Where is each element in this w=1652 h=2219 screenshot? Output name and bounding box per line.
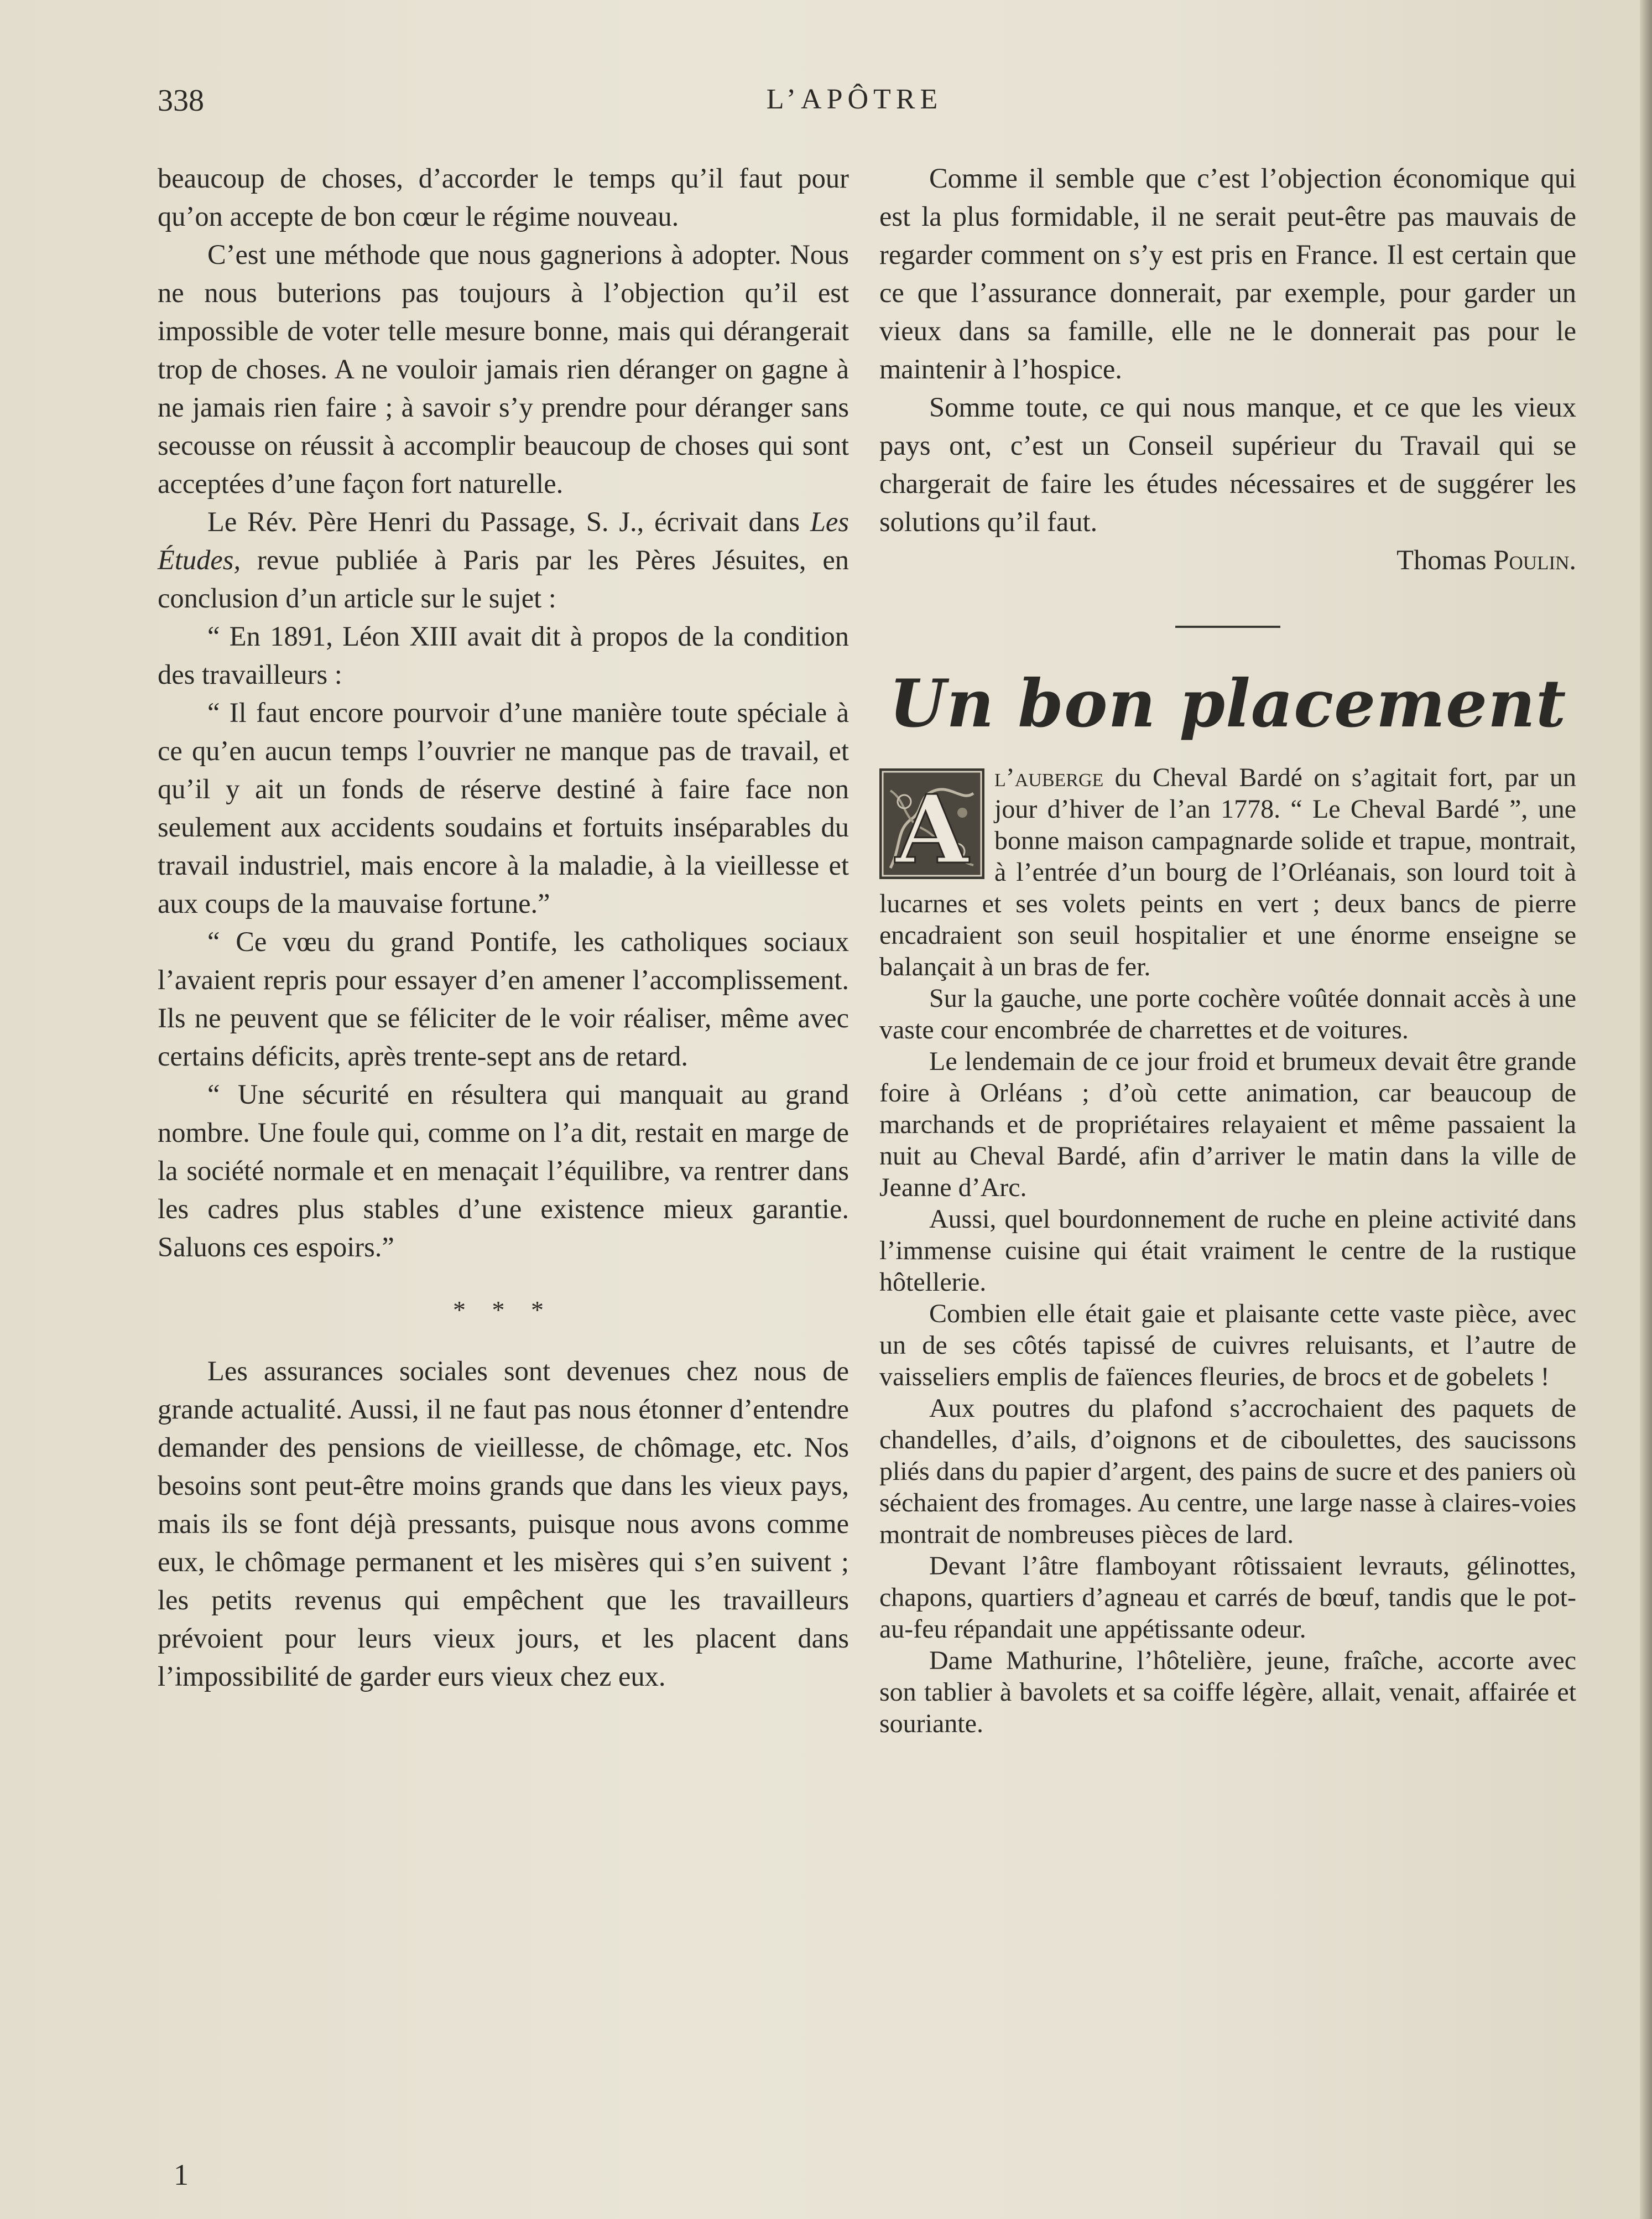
paragraph: beaucoup de choses, d’accorder le temps qu’il faut pour qu’on accepte de bon cœur le régime nouveau. [158, 163, 849, 232]
journal-title: Les Études, [158, 506, 849, 575]
story-paragraph: Sur la gauche, une porte cochère voûtée donnait accès à une vaste cour encombrée de charrettes et de voitures. [879, 984, 1576, 1044]
signature-mark: 1 [174, 2158, 189, 2191]
story-title: Un bon placement [889, 665, 1567, 742]
paragraph: C’est une méthode que nous gagnerions à adopter. Nous ne nous buterions pas toujours à l’objection qu’il est impossible de voter telle mesure bonne, mais qui dérangerait trop de choses. A ne vouloir jamais rien déranger on gagne à ne jamais rien faire ; à savoir s’y prendre pour déranger sans secousse on réussit à accomplir beaucoup de choses qui sont acceptées d’une façon fort naturelle. [158, 239, 849, 499]
page-header [158, 83, 1551, 127]
quote-paragraph: “ En 1891, Léon XIII avait dit à propos de la condition des travailleurs : [158, 621, 849, 690]
text-run: revue publiée à Paris par les Pères Jésuites, en conclusion d’un article sur le sujet : [158, 544, 849, 614]
paragraph: Comme il semble que c’est l’objection économique qui est la plus formidable, il ne serait peut-être pas mauvais de regarder comment on s’y est pris en France. Il est certain que ce que l’assurance donnerait, par exemple, pour garder un vieux dans sa famille, elle ne le donnerait pas pour le maintenir à l’hospice. [879, 163, 1576, 384]
running-head: L’APÔTRE [766, 84, 943, 115]
section-break-stars: * * * [453, 1296, 554, 1324]
svg-text:A: A [895, 775, 968, 879]
story-paragraph: Dame Mathurine, l’hôtelière, jeune, fraîche, accorte avec son tablier à bavolets et sa coiffe légère, allait, venait, affairée et souriante. [879, 1646, 1576, 1738]
story-body [879, 762, 1576, 1739]
story-paragraph: Aussi, quel bourdonnement de ruche en pleine activité dans l’immense cuisine qui était vraiment le centre de la rustique hôtellerie. [879, 1204, 1576, 1297]
text-run: Le Rév. Père Henri du Passage, S. J., écrivait dans [207, 506, 810, 537]
drop-cap-illustration [879, 768, 984, 879]
page-edge-shadow [1640, 0, 1652, 2219]
story-paragraph: Le lendemain de ce jour froid et brumeux devait être grande foire à Orléans ; d’où cette animation, car beaucoup de marchands et de propriétaires relayaient et même passaient la nuit au Cheval Bardé, afin d’arriver le matin dans la ville de Jeanne d’Arc. [879, 1047, 1576, 1202]
quote-paragraph: “ Une sécurité en résultera qui manquait au grand nombre. Une foule qui, comme on l’a dit, restait en marge de la société normale et en menaçait l’équilibre, va rentrer dans les cadres plus stables d’une existence mieux garantie. Saluons ces espoirs.” [158, 1079, 849, 1262]
story-paragraph: Devant l’âtre flamboyant rôtissaient levrauts, gélinottes, chapons, quartiers d’agneau et carrés de bœuf, tandis que le pot-au-feu répandait une appétissante odeur. [879, 1551, 1576, 1644]
quote-paragraph: “ Ce vœu du grand Pontife, les catholiques sociaux l’avaient repris pour essayer d’en amener l’accomplissement. Ils ne peuvent que se féliciter de le voir réaliser, même avec certains déficits, après trente-sept ans de retard. [158, 926, 849, 1072]
author-signature [879, 541, 1576, 579]
paragraph: Les assurances sociales sont devenues chez nous de grande actualité. Aussi, il ne faut pas nous étonner d’entendre demander des pensions de vieillesse, de chômage, etc. Nos besoins sont peut-être moins grands que dans les vieux pays, mais ils se font déjà pressants, puisque nous avons comme eux, le chômage permanent et les misères qui s’en suivent ; les petits revenus qui empêchent que les travailleurs prévoient pour leurs vieux jours, et les placent dans l’impossibilité de garder eurs vieux chez eux. [158, 1355, 849, 1692]
paragraph: Somme toute, ce qui nous manque, et ce que les vieux pays ont, c’est un Conseil supérieur du Travail qui se chargerait de faire les études nécessaires et de suggérer les solutions qu’il faut. [879, 392, 1576, 537]
ornamental-rule [1175, 626, 1280, 628]
author-first-name: Thomas [1396, 544, 1487, 575]
text-run: du Cheval Bardé on s’agitait fort, par un jour d’hiver de l’an 1778. “ Le Cheval Bardé ”, une bonne maison campagnarde solide et trapue, montrait, à l’entrée d’un bourg de l’Orléanais, son lourd toit à lucarnes et ses volets peints en vert ; deux bancs de pierre encadraient son seuil hospitalier et une énorme enseigne se balançait à un bras de fer. [879, 763, 1576, 981]
drop-cap-ornament-icon [879, 768, 984, 879]
opening-smallcaps: l’auberge [994, 763, 1104, 792]
quote-paragraph: “ Il faut encore pourvoir d’une manière toute spéciale à ce qu’en aucun temps l’ouvrier ne manque pas de travail, et qu’il y ait un fonds de réserve destiné à faire face non seulement aux accidents soudains et fortuits inséparables du travail industriel, mais encore à la maladie, à la vieillesse et aux coups de la mauvaise fortune.” [158, 697, 849, 919]
page-number: 338 [158, 84, 204, 118]
author-last-name: Poulin. [1493, 544, 1576, 575]
story-paragraph: Aux poutres du plafond s’accrochaient des paquets de chandelles, d’ails, d’oignons et de ciboulettes, des saucissons pliés dans du papier d’argent, des pains de sucre et des paniers où séchaient des fromages. Au centre, une large nasse à claires-voies montrait de nombreuses pièces de lard. [879, 1394, 1576, 1549]
left-column [158, 159, 849, 1696]
story-paragraph: Combien elle était gaie et plaisante cette vaste pièce, avec un de ses côtés tapissé de cuivres reluisants, et l’autre de vaisseliers emplis de faïences fleuries, de brocs et de gobelets ! [879, 1299, 1576, 1391]
paragraph [158, 503, 849, 617]
right-column [879, 159, 1576, 1739]
